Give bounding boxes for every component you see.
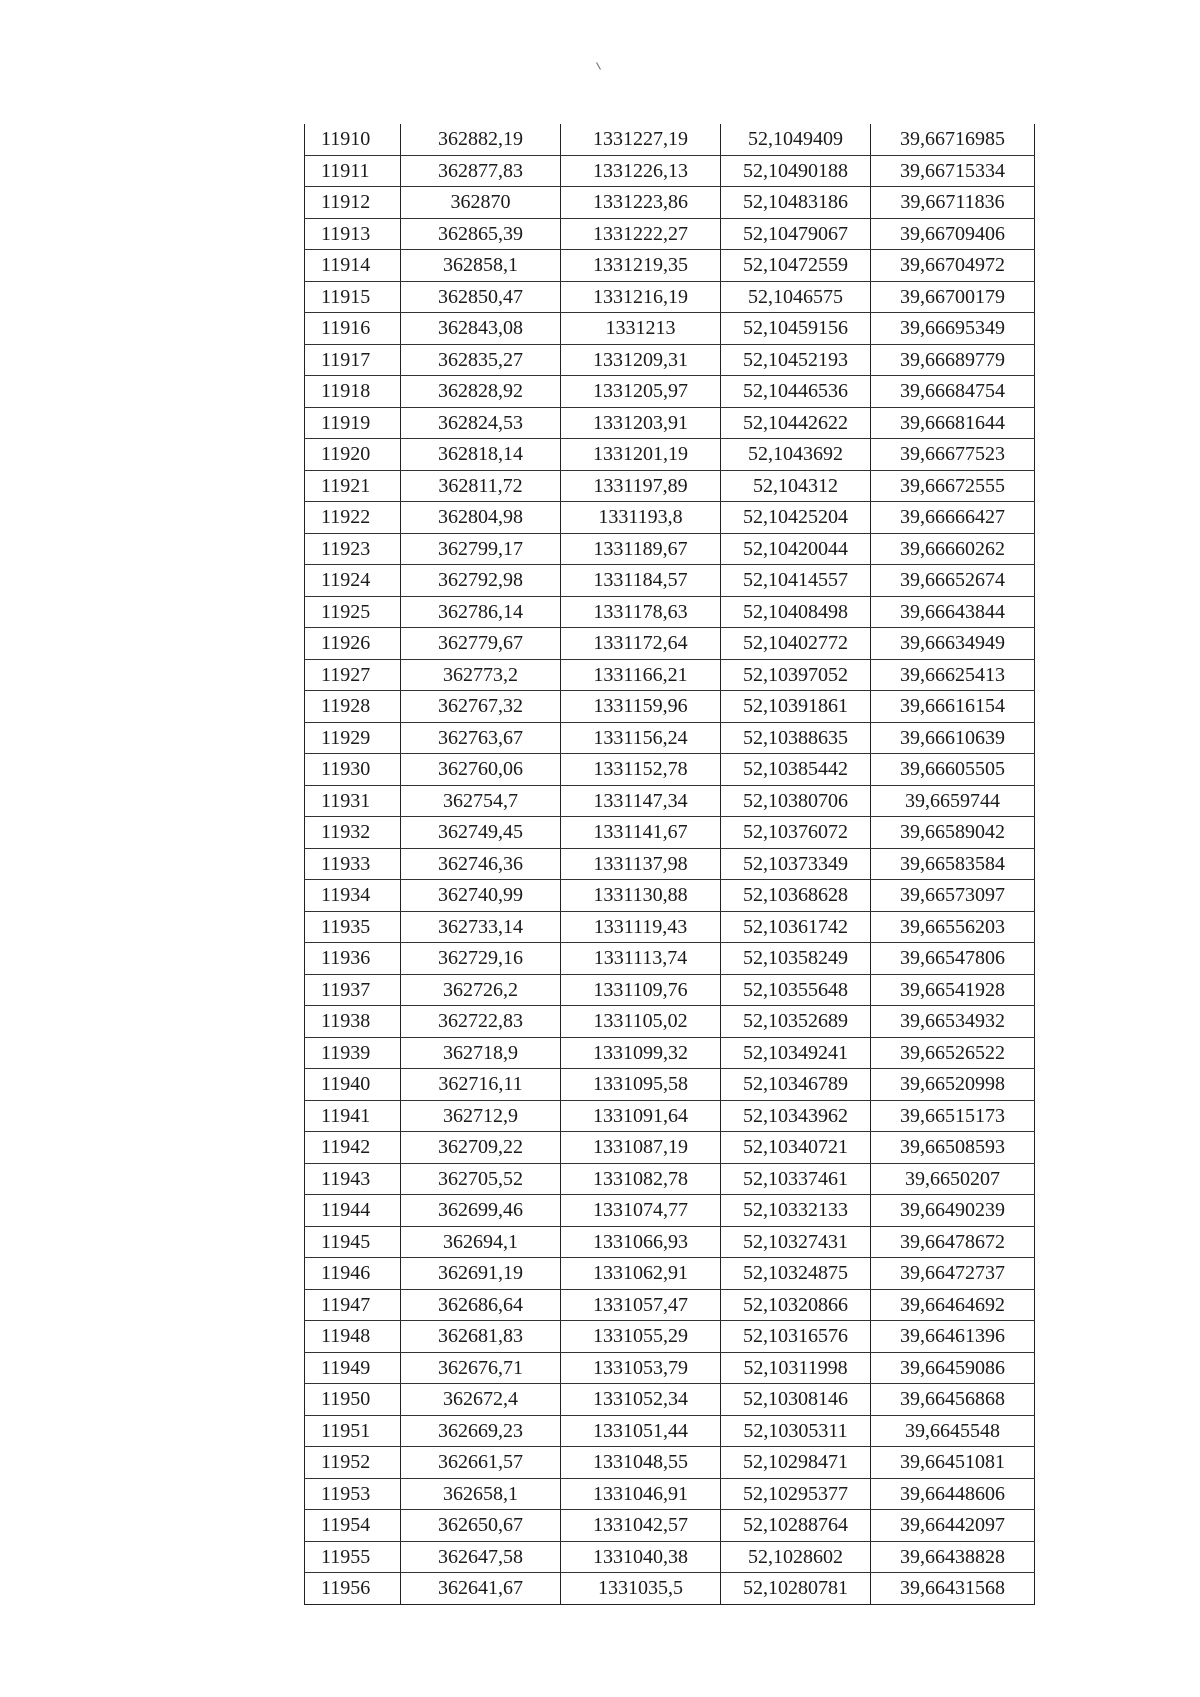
- table-row: [305, 344, 1035, 376]
- latitude-cell: 52,10420044: [721, 533, 871, 565]
- table-row: [305, 1163, 1035, 1195]
- x-coordinate-cell: 362740,99: [401, 880, 561, 912]
- longitude-cell: 39,66711836: [871, 187, 1035, 219]
- x-coordinate-cell: 362824,53: [401, 407, 561, 439]
- longitude-cell: 39,66704972: [871, 250, 1035, 282]
- point-number-cell: 11943: [305, 1163, 401, 1195]
- longitude-cell: 39,66652674: [871, 565, 1035, 597]
- y-coordinate-cell: 1331205,97: [561, 376, 721, 408]
- longitude-cell: 39,66672555: [871, 470, 1035, 502]
- point-number-cell: 11934: [305, 880, 401, 912]
- y-coordinate-cell: 1331035,5: [561, 1573, 721, 1605]
- latitude-cell: 52,10305311: [721, 1415, 871, 1447]
- table-row: [305, 1478, 1035, 1510]
- y-coordinate-cell: 1331105,02: [561, 1006, 721, 1038]
- longitude-cell: 39,66526522: [871, 1037, 1035, 1069]
- point-number-cell: 11917: [305, 344, 401, 376]
- longitude-cell: 39,6659744: [871, 785, 1035, 817]
- point-number-cell: 11931: [305, 785, 401, 817]
- table-row: [305, 124, 1035, 155]
- latitude-cell: 52,10324875: [721, 1258, 871, 1290]
- point-number-cell: 11947: [305, 1289, 401, 1321]
- longitude-cell: 39,66605505: [871, 754, 1035, 786]
- latitude-cell: 52,10352689: [721, 1006, 871, 1038]
- latitude-cell: 52,10425204: [721, 502, 871, 534]
- latitude-cell: 52,10288764: [721, 1510, 871, 1542]
- x-coordinate-cell: 362658,1: [401, 1478, 561, 1510]
- table-row: [305, 1289, 1035, 1321]
- y-coordinate-cell: 1331227,19: [561, 124, 721, 155]
- y-coordinate-cell: 1331057,47: [561, 1289, 721, 1321]
- point-number-cell: 11946: [305, 1258, 401, 1290]
- longitude-cell: 39,66541928: [871, 974, 1035, 1006]
- table-row: [305, 628, 1035, 660]
- longitude-cell: 39,66515173: [871, 1100, 1035, 1132]
- point-number-cell: 11913: [305, 218, 401, 250]
- latitude-cell: 52,10346789: [721, 1069, 871, 1101]
- x-coordinate-cell: 362828,92: [401, 376, 561, 408]
- latitude-cell: 52,10343962: [721, 1100, 871, 1132]
- x-coordinate-cell: 362773,2: [401, 659, 561, 691]
- table-row: [305, 533, 1035, 565]
- y-coordinate-cell: 1331147,34: [561, 785, 721, 817]
- y-coordinate-cell: 1331087,19: [561, 1132, 721, 1164]
- x-coordinate-cell: 362760,06: [401, 754, 561, 786]
- x-coordinate-cell: 362726,2: [401, 974, 561, 1006]
- table-row: [305, 785, 1035, 817]
- table-row: [305, 817, 1035, 849]
- longitude-cell: 39,66583584: [871, 848, 1035, 880]
- latitude-cell: 52,10298471: [721, 1447, 871, 1479]
- x-coordinate-cell: 362870: [401, 187, 561, 219]
- x-coordinate-cell: 362850,47: [401, 281, 561, 313]
- latitude-cell: 52,1043692: [721, 439, 871, 471]
- x-coordinate-cell: 362749,45: [401, 817, 561, 849]
- point-number-cell: 11929: [305, 722, 401, 754]
- latitude-cell: 52,10388635: [721, 722, 871, 754]
- longitude-cell: 39,66677523: [871, 439, 1035, 471]
- y-coordinate-cell: 1331213: [561, 313, 721, 345]
- table-row: [305, 1258, 1035, 1290]
- latitude-cell: 52,1046575: [721, 281, 871, 313]
- point-number-cell: 11938: [305, 1006, 401, 1038]
- longitude-cell: 39,66695349: [871, 313, 1035, 345]
- point-number-cell: 11949: [305, 1352, 401, 1384]
- x-coordinate-cell: 362672,4: [401, 1384, 561, 1416]
- x-coordinate-cell: 362799,17: [401, 533, 561, 565]
- table-row: [305, 596, 1035, 628]
- table-row: [305, 313, 1035, 345]
- x-coordinate-cell: 362882,19: [401, 124, 561, 155]
- x-coordinate-cell: 362709,22: [401, 1132, 561, 1164]
- y-coordinate-cell: 1331109,76: [561, 974, 721, 1006]
- longitude-cell: 39,66715334: [871, 155, 1035, 187]
- point-number-cell: 11950: [305, 1384, 401, 1416]
- coordinates-table: [304, 124, 1035, 1605]
- point-number-cell: 11939: [305, 1037, 401, 1069]
- y-coordinate-cell: 1331156,24: [561, 722, 721, 754]
- y-coordinate-cell: 1331141,67: [561, 817, 721, 849]
- latitude-cell: 52,10280781: [721, 1573, 871, 1605]
- table-row: [305, 218, 1035, 250]
- latitude-cell: 52,10320866: [721, 1289, 871, 1321]
- table-row: [305, 1132, 1035, 1164]
- latitude-cell: 52,10337461: [721, 1163, 871, 1195]
- longitude-cell: 39,66547806: [871, 943, 1035, 975]
- y-coordinate-cell: 1331095,58: [561, 1069, 721, 1101]
- latitude-cell: 52,10446536: [721, 376, 871, 408]
- table-row: [305, 1195, 1035, 1227]
- longitude-cell: 39,66660262: [871, 533, 1035, 565]
- y-coordinate-cell: 1331197,89: [561, 470, 721, 502]
- y-coordinate-cell: 1331042,57: [561, 1510, 721, 1542]
- table-row: [305, 470, 1035, 502]
- latitude-cell: 52,10358249: [721, 943, 871, 975]
- latitude-cell: 52,1028602: [721, 1541, 871, 1573]
- latitude-cell: 52,10459156: [721, 313, 871, 345]
- latitude-cell: 52,10376072: [721, 817, 871, 849]
- latitude-cell: 52,10442622: [721, 407, 871, 439]
- point-number-cell: 11919: [305, 407, 401, 439]
- table-row: [305, 754, 1035, 786]
- table-row: [305, 281, 1035, 313]
- point-number-cell: 11937: [305, 974, 401, 1006]
- x-coordinate-cell: 362786,14: [401, 596, 561, 628]
- longitude-cell: 39,66616154: [871, 691, 1035, 723]
- longitude-cell: 39,66451081: [871, 1447, 1035, 1479]
- y-coordinate-cell: 1331091,64: [561, 1100, 721, 1132]
- y-coordinate-cell: 1331152,78: [561, 754, 721, 786]
- y-coordinate-cell: 1331062,91: [561, 1258, 721, 1290]
- latitude-cell: 52,104312: [721, 470, 871, 502]
- latitude-cell: 52,10490188: [721, 155, 871, 187]
- x-coordinate-cell: 362686,64: [401, 1289, 561, 1321]
- longitude-cell: 39,66666427: [871, 502, 1035, 534]
- table-row: [305, 659, 1035, 691]
- longitude-cell: 39,66709406: [871, 218, 1035, 250]
- x-coordinate-cell: 362804,98: [401, 502, 561, 534]
- x-coordinate-cell: 362718,9: [401, 1037, 561, 1069]
- longitude-cell: 39,66448606: [871, 1478, 1035, 1510]
- longitude-cell: 39,6645548: [871, 1415, 1035, 1447]
- latitude-cell: 52,1049409: [721, 124, 871, 155]
- longitude-cell: 39,66589042: [871, 817, 1035, 849]
- y-coordinate-cell: 1331048,55: [561, 1447, 721, 1479]
- table-row: [305, 1069, 1035, 1101]
- table-row: [305, 1100, 1035, 1132]
- table-row: [305, 974, 1035, 1006]
- point-number-cell: 11945: [305, 1226, 401, 1258]
- point-number-cell: 11912: [305, 187, 401, 219]
- table-row: [305, 187, 1035, 219]
- point-number-cell: 11953: [305, 1478, 401, 1510]
- y-coordinate-cell: 1331203,91: [561, 407, 721, 439]
- table-row: [305, 565, 1035, 597]
- table-row: [305, 1006, 1035, 1038]
- point-number-cell: 11925: [305, 596, 401, 628]
- y-coordinate-cell: 1331119,43: [561, 911, 721, 943]
- latitude-cell: 52,10349241: [721, 1037, 871, 1069]
- latitude-cell: 52,10316576: [721, 1321, 871, 1353]
- y-coordinate-cell: 1331193,8: [561, 502, 721, 534]
- point-number-cell: 11920: [305, 439, 401, 471]
- latitude-cell: 52,10355648: [721, 974, 871, 1006]
- longitude-cell: 39,66461396: [871, 1321, 1035, 1353]
- y-coordinate-cell: 1331053,79: [561, 1352, 721, 1384]
- x-coordinate-cell: 362699,46: [401, 1195, 561, 1227]
- x-coordinate-cell: 362877,83: [401, 155, 561, 187]
- longitude-cell: 39,66610639: [871, 722, 1035, 754]
- table-row: [305, 376, 1035, 408]
- longitude-cell: 39,66442097: [871, 1510, 1035, 1542]
- point-number-cell: 11916: [305, 313, 401, 345]
- point-number-cell: 11948: [305, 1321, 401, 1353]
- x-coordinate-cell: 362858,1: [401, 250, 561, 282]
- x-coordinate-cell: 362661,57: [401, 1447, 561, 1479]
- longitude-cell: 39,66431568: [871, 1573, 1035, 1605]
- latitude-cell: 52,10414557: [721, 565, 871, 597]
- x-coordinate-cell: 362650,67: [401, 1510, 561, 1542]
- latitude-cell: 52,10397052: [721, 659, 871, 691]
- point-number-cell: 11926: [305, 628, 401, 660]
- x-coordinate-cell: 362705,52: [401, 1163, 561, 1195]
- point-number-cell: 11923: [305, 533, 401, 565]
- y-coordinate-cell: 1331222,27: [561, 218, 721, 250]
- y-coordinate-cell: 1331099,32: [561, 1037, 721, 1069]
- point-number-cell: 11935: [305, 911, 401, 943]
- y-coordinate-cell: 1331074,77: [561, 1195, 721, 1227]
- table-row: [305, 502, 1035, 534]
- point-number-cell: 11954: [305, 1510, 401, 1542]
- latitude-cell: 52,10327431: [721, 1226, 871, 1258]
- x-coordinate-cell: 362729,16: [401, 943, 561, 975]
- coordinates-table-body: [305, 124, 1035, 1604]
- longitude-cell: 39,66508593: [871, 1132, 1035, 1164]
- latitude-cell: 52,10373349: [721, 848, 871, 880]
- x-coordinate-cell: 362694,1: [401, 1226, 561, 1258]
- y-coordinate-cell: 1331223,86: [561, 187, 721, 219]
- longitude-cell: 39,66456868: [871, 1384, 1035, 1416]
- longitude-cell: 39,66459086: [871, 1352, 1035, 1384]
- longitude-cell: 39,66700179: [871, 281, 1035, 313]
- latitude-cell: 52,10332133: [721, 1195, 871, 1227]
- x-coordinate-cell: 362811,72: [401, 470, 561, 502]
- latitude-cell: 52,10311998: [721, 1352, 871, 1384]
- point-number-cell: 11941: [305, 1100, 401, 1132]
- x-coordinate-cell: 362779,67: [401, 628, 561, 660]
- point-number-cell: 11933: [305, 848, 401, 880]
- longitude-cell: 39,66716985: [871, 124, 1035, 155]
- table-row: [305, 1226, 1035, 1258]
- x-coordinate-cell: 362818,14: [401, 439, 561, 471]
- y-coordinate-cell: 1331082,78: [561, 1163, 721, 1195]
- point-number-cell: 11944: [305, 1195, 401, 1227]
- y-coordinate-cell: 1331178,63: [561, 596, 721, 628]
- point-number-cell: 11922: [305, 502, 401, 534]
- table-row: [305, 722, 1035, 754]
- point-number-cell: 11952: [305, 1447, 401, 1479]
- point-number-cell: 11924: [305, 565, 401, 597]
- longitude-cell: 39,66681644: [871, 407, 1035, 439]
- table-row: [305, 1321, 1035, 1353]
- y-coordinate-cell: 1331055,29: [561, 1321, 721, 1353]
- table-row: [305, 1415, 1035, 1447]
- y-coordinate-cell: 1331137,98: [561, 848, 721, 880]
- y-coordinate-cell: 1331159,96: [561, 691, 721, 723]
- y-coordinate-cell: 1331113,74: [561, 943, 721, 975]
- point-number-cell: 11956: [305, 1573, 401, 1605]
- x-coordinate-cell: 362647,58: [401, 1541, 561, 1573]
- longitude-cell: 39,66534932: [871, 1006, 1035, 1038]
- point-number-cell: 11951: [305, 1415, 401, 1447]
- point-number-cell: 11927: [305, 659, 401, 691]
- longitude-cell: 39,66520998: [871, 1069, 1035, 1101]
- point-number-cell: 11911: [305, 155, 401, 187]
- point-number-cell: 11910: [305, 124, 401, 155]
- y-coordinate-cell: 1331189,67: [561, 533, 721, 565]
- y-coordinate-cell: 1331201,19: [561, 439, 721, 471]
- x-coordinate-cell: 362763,67: [401, 722, 561, 754]
- y-coordinate-cell: 1331172,64: [561, 628, 721, 660]
- longitude-cell: 39,66634949: [871, 628, 1035, 660]
- y-coordinate-cell: 1331130,88: [561, 880, 721, 912]
- table-row: [305, 848, 1035, 880]
- table-row: [305, 691, 1035, 723]
- table-row: [305, 943, 1035, 975]
- longitude-cell: 39,66472737: [871, 1258, 1035, 1290]
- point-number-cell: 11932: [305, 817, 401, 849]
- point-number-cell: 11928: [305, 691, 401, 723]
- y-coordinate-cell: 1331046,91: [561, 1478, 721, 1510]
- x-coordinate-cell: 362712,9: [401, 1100, 561, 1132]
- x-coordinate-cell: 362676,71: [401, 1352, 561, 1384]
- y-coordinate-cell: 1331040,38: [561, 1541, 721, 1573]
- longitude-cell: 39,66643844: [871, 596, 1035, 628]
- table-row: [305, 439, 1035, 471]
- y-coordinate-cell: 1331166,21: [561, 659, 721, 691]
- latitude-cell: 52,10452193: [721, 344, 871, 376]
- scan-artifact-mark: [596, 62, 601, 69]
- latitude-cell: 52,10361742: [721, 911, 871, 943]
- longitude-cell: 39,66464692: [871, 1289, 1035, 1321]
- y-coordinate-cell: 1331219,35: [561, 250, 721, 282]
- latitude-cell: 52,10380706: [721, 785, 871, 817]
- table-row: [305, 911, 1035, 943]
- table-row: [305, 1384, 1035, 1416]
- x-coordinate-cell: 362669,23: [401, 1415, 561, 1447]
- longitude-cell: 39,66625413: [871, 659, 1035, 691]
- x-coordinate-cell: 362691,19: [401, 1258, 561, 1290]
- y-coordinate-cell: 1331209,31: [561, 344, 721, 376]
- point-number-cell: 11915: [305, 281, 401, 313]
- latitude-cell: 52,10391861: [721, 691, 871, 723]
- x-coordinate-cell: 362792,98: [401, 565, 561, 597]
- longitude-cell: 39,66478672: [871, 1226, 1035, 1258]
- table-row: [305, 1352, 1035, 1384]
- y-coordinate-cell: 1331184,57: [561, 565, 721, 597]
- table-row: [305, 880, 1035, 912]
- x-coordinate-cell: 362767,32: [401, 691, 561, 723]
- latitude-cell: 52,10340721: [721, 1132, 871, 1164]
- latitude-cell: 52,10408498: [721, 596, 871, 628]
- longitude-cell: 39,66689779: [871, 344, 1035, 376]
- point-number-cell: 11942: [305, 1132, 401, 1164]
- table-row: [305, 407, 1035, 439]
- latitude-cell: 52,10483186: [721, 187, 871, 219]
- latitude-cell: 52,10295377: [721, 1478, 871, 1510]
- x-coordinate-cell: 362754,7: [401, 785, 561, 817]
- table-row: [305, 1541, 1035, 1573]
- latitude-cell: 52,10308146: [721, 1384, 871, 1416]
- y-coordinate-cell: 1331051,44: [561, 1415, 721, 1447]
- table-row: [305, 1447, 1035, 1479]
- point-number-cell: 11914: [305, 250, 401, 282]
- x-coordinate-cell: 362641,67: [401, 1573, 561, 1605]
- table-row: [305, 1510, 1035, 1542]
- latitude-cell: 52,10479067: [721, 218, 871, 250]
- longitude-cell: 39,66556203: [871, 911, 1035, 943]
- table-row: [305, 1037, 1035, 1069]
- x-coordinate-cell: 362722,83: [401, 1006, 561, 1038]
- x-coordinate-cell: 362835,27: [401, 344, 561, 376]
- point-number-cell: 11930: [305, 754, 401, 786]
- point-number-cell: 11955: [305, 1541, 401, 1573]
- latitude-cell: 52,10385442: [721, 754, 871, 786]
- point-number-cell: 11936: [305, 943, 401, 975]
- x-coordinate-cell: 362716,11: [401, 1069, 561, 1101]
- y-coordinate-cell: 1331216,19: [561, 281, 721, 313]
- table-row: [305, 250, 1035, 282]
- latitude-cell: 52,10472559: [721, 250, 871, 282]
- x-coordinate-cell: 362746,36: [401, 848, 561, 880]
- table-row: [305, 1573, 1035, 1605]
- x-coordinate-cell: 362733,14: [401, 911, 561, 943]
- longitude-cell: 39,66490239: [871, 1195, 1035, 1227]
- y-coordinate-cell: 1331052,34: [561, 1384, 721, 1416]
- longitude-cell: 39,6650207: [871, 1163, 1035, 1195]
- table-row: [305, 155, 1035, 187]
- y-coordinate-cell: 1331066,93: [561, 1226, 721, 1258]
- longitude-cell: 39,66684754: [871, 376, 1035, 408]
- longitude-cell: 39,66438828: [871, 1541, 1035, 1573]
- x-coordinate-cell: 362843,08: [401, 313, 561, 345]
- longitude-cell: 39,66573097: [871, 880, 1035, 912]
- latitude-cell: 52,10368628: [721, 880, 871, 912]
- point-number-cell: 11921: [305, 470, 401, 502]
- y-coordinate-cell: 1331226,13: [561, 155, 721, 187]
- latitude-cell: 52,10402772: [721, 628, 871, 660]
- x-coordinate-cell: 362681,83: [401, 1321, 561, 1353]
- point-number-cell: 11940: [305, 1069, 401, 1101]
- point-number-cell: 11918: [305, 376, 401, 408]
- x-coordinate-cell: 362865,39: [401, 218, 561, 250]
